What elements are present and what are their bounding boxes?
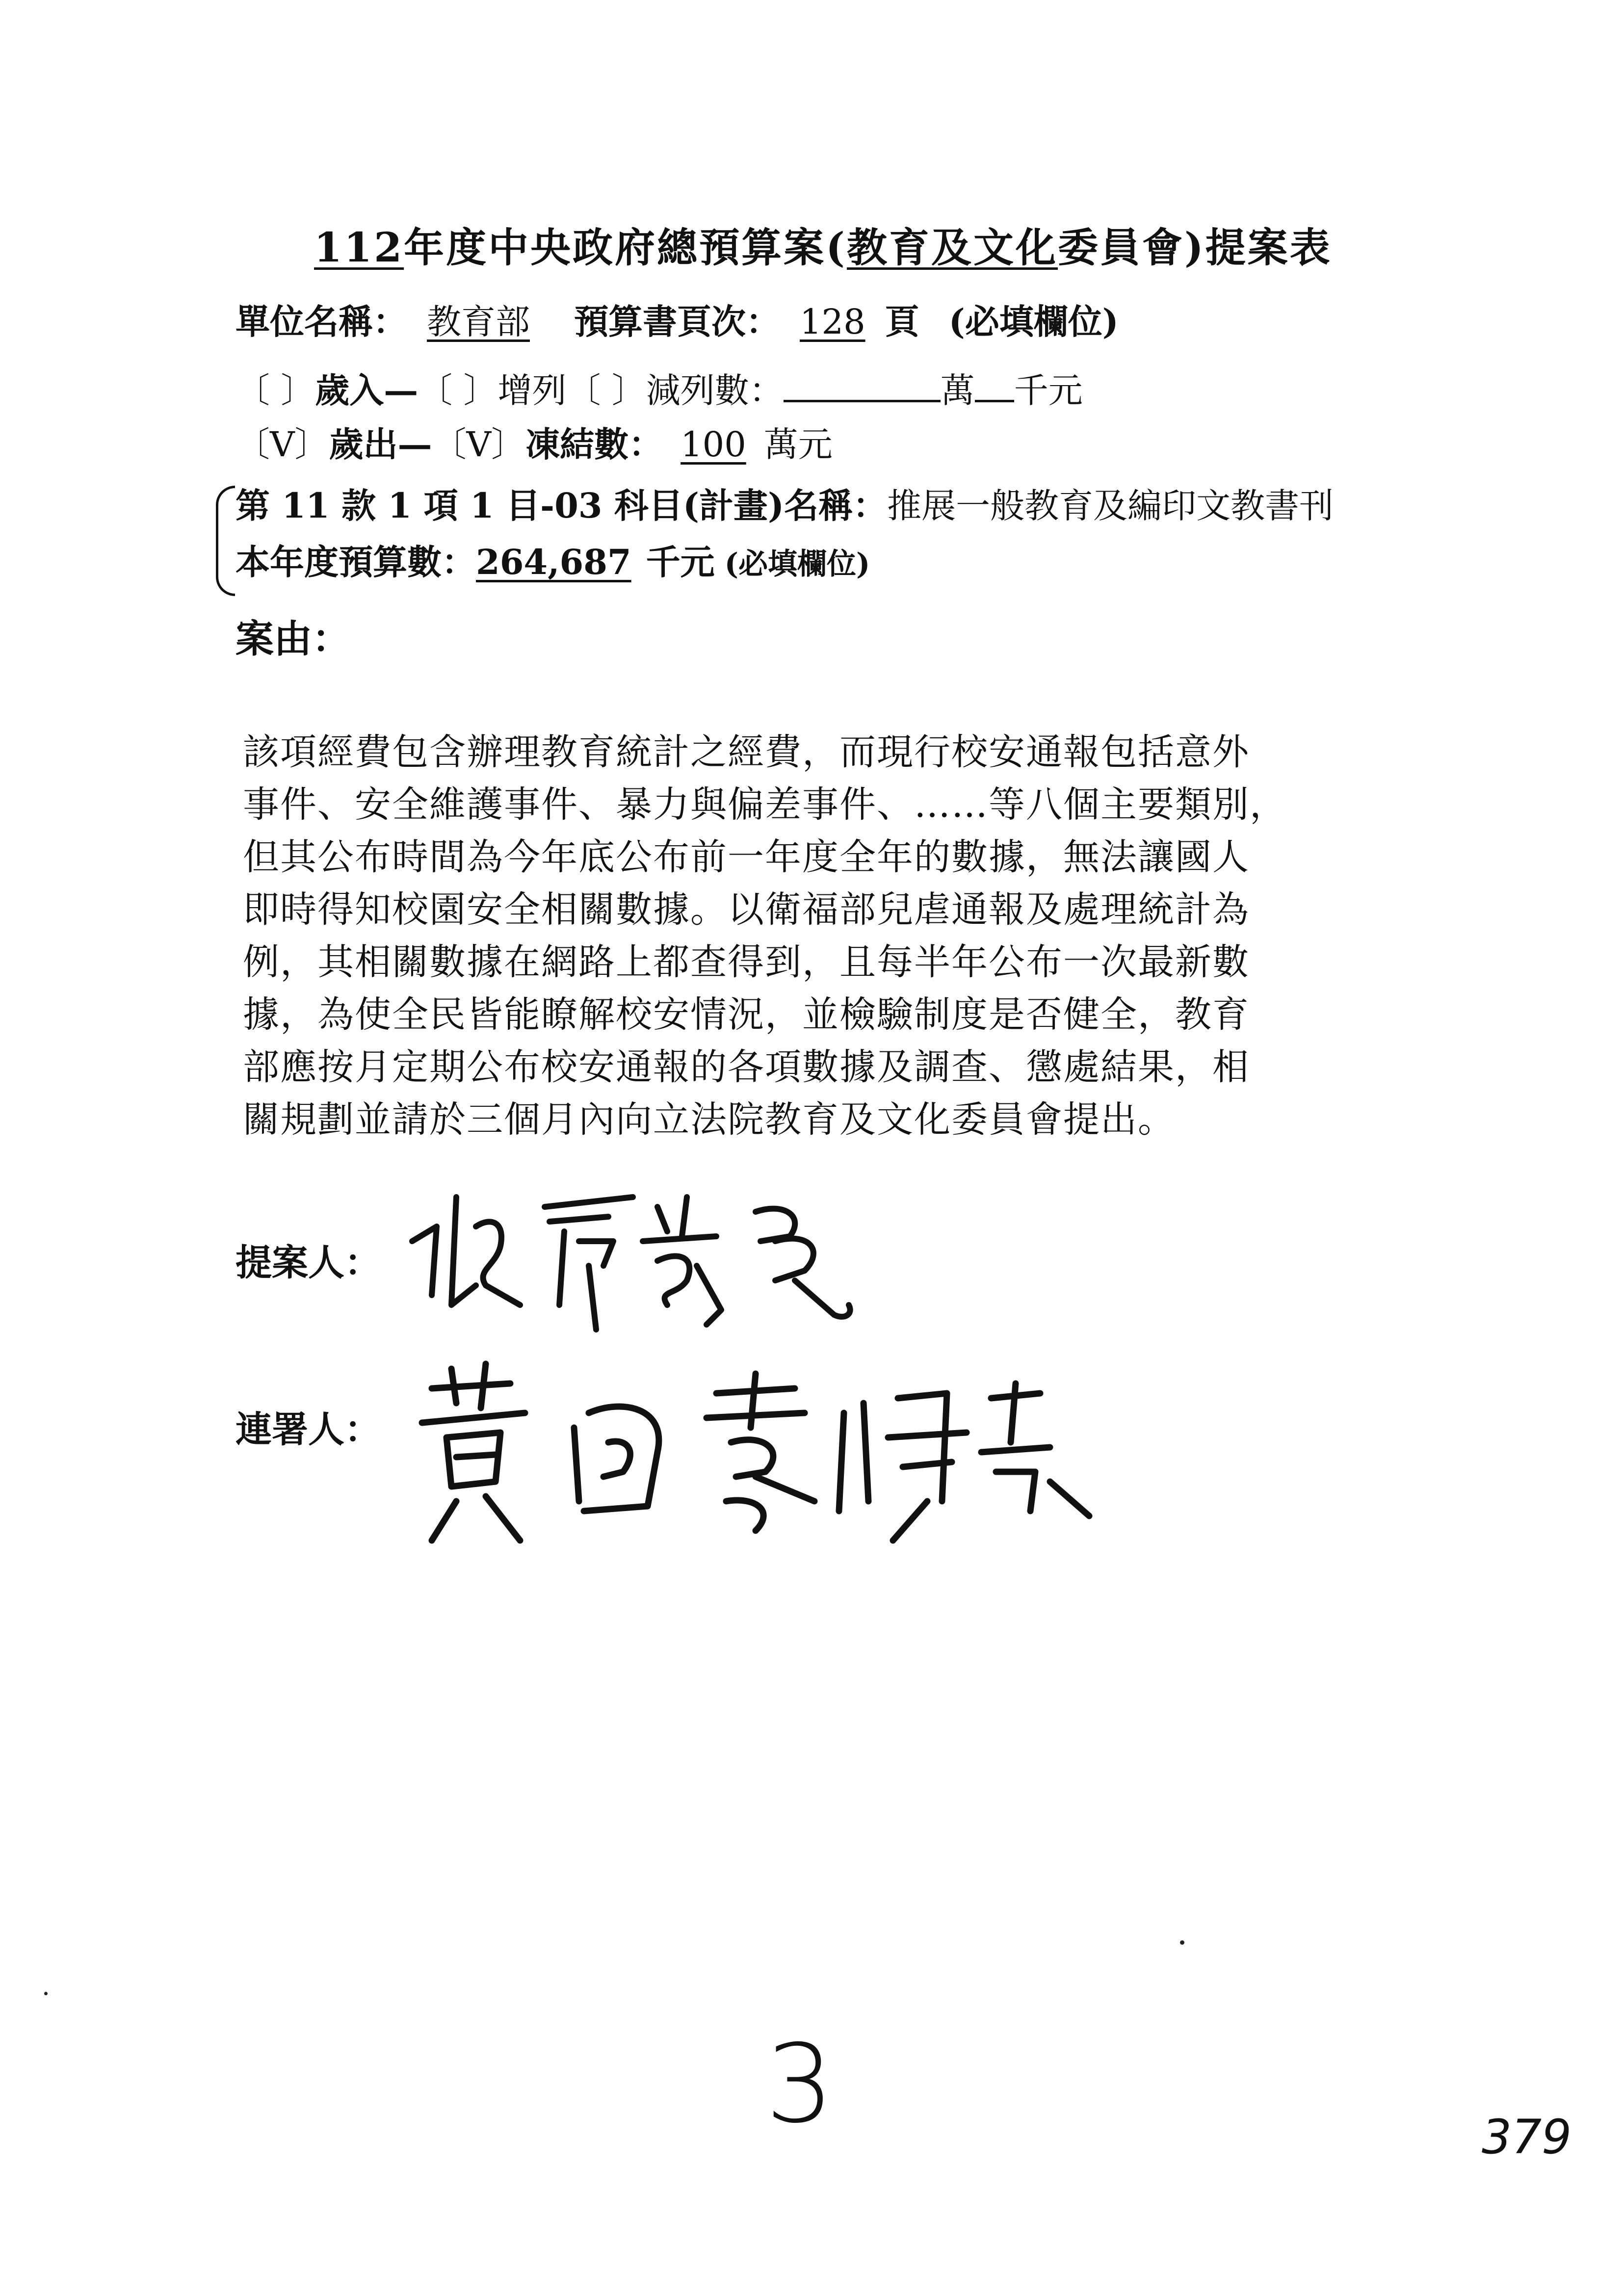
page-unit: 頁 [885, 301, 919, 342]
expense-checkbox: 〔V〕 [236, 424, 329, 465]
unit-required: (必填欄位) [948, 301, 1119, 342]
unit-line [236, 294, 1119, 344]
revenue-qian: 千元 [1014, 370, 1083, 411]
unit-value: 教育部 [427, 302, 530, 342]
reason-label: 案由： [236, 617, 351, 661]
page-value: 128 [800, 302, 865, 342]
expense-line [236, 417, 833, 467]
revenue-wan: 萬 [940, 370, 975, 411]
revenue-line [236, 363, 1083, 413]
title-committee: 教育及文化 [846, 224, 1058, 271]
unit-label: 單位名稱： [236, 301, 407, 342]
item-label: 第 11 款 1 項 1 目-03 科目(計畫)名稱： [236, 485, 888, 526]
revenue-decrease: 〔 〕減列數： [566, 370, 784, 411]
title-part1: 年度中央政府總預算案( [404, 224, 847, 271]
item-line [236, 478, 1334, 528]
page-label: 預算書頁次： [574, 301, 780, 342]
budget-label: 本年度預算數： [236, 542, 476, 582]
budget-unit: 千元 [646, 542, 715, 582]
cosigner-label: 連署人： [236, 1409, 381, 1451]
item-value: 推展一般教育及編印文教書刊 [887, 486, 1334, 526]
reason-line: 但其公布時間為今年底公布前一年度全年的數據，無法讓國人 [243, 836, 1250, 878]
revenue-qian-blank [975, 367, 1014, 402]
page-number: 3 [765, 2021, 834, 2147]
cosigner-signature [412, 1354, 1197, 1560]
title-year: 112 [314, 224, 404, 271]
scan-speck [44, 1992, 48, 1995]
reason-line: 部應按月定期公布校安通報的各項數據及調查、懲處結果，相 [243, 1046, 1250, 1088]
title-part2: 委員會)提案表 [1058, 224, 1332, 271]
reason-line: 據，為使全民皆能瞭解校安情況，並檢驗制度是否健全，教育 [243, 993, 1250, 1036]
revenue-label: 歲入— [315, 370, 419, 411]
page-title [314, 216, 1332, 273]
reason-line: 例，其相關數據在網路上都查得到，且每半年公布一次最新數 [243, 941, 1250, 983]
reason-line: 關規劃並請於三個月內向立法院教育及文化委員會提出。 [243, 1098, 1175, 1141]
revenue-increase: 〔 〕增列 [418, 370, 567, 411]
frozen-label: 凍結數： [525, 424, 663, 465]
scan-speck [1180, 1940, 1184, 1945]
corner-number: 379 [1482, 2110, 1572, 2165]
reason-line: 事件、安全維護事件、暴力與偏差事件、……等八個主要類別， [243, 783, 1287, 826]
frozen-amount: 100 [681, 424, 746, 465]
revenue-amount-blank [784, 367, 941, 402]
reason-line: 即時得知校園安全相關數據。以衛福部兒虐通報及處理統計為 [243, 888, 1250, 931]
expense-label: 歲出— [329, 424, 432, 465]
revenue-checkbox: 〔 〕 [236, 370, 315, 411]
budget-line [236, 535, 870, 584]
reason-body [243, 726, 1445, 1146]
reason-line: 該項經費包含辦理教育統計之經費，而現行校安通報包括意外 [243, 731, 1250, 773]
proposer-label: 提案人： [236, 1242, 381, 1284]
item-bracket [216, 486, 235, 596]
proposer-signature [402, 1168, 942, 1354]
budget-amount: 264,687 [476, 542, 631, 582]
frozen-unit: 萬元 [763, 424, 833, 465]
frozen-checkbox: 〔V〕 [432, 424, 526, 465]
budget-required: (必填欄位) [724, 547, 870, 581]
